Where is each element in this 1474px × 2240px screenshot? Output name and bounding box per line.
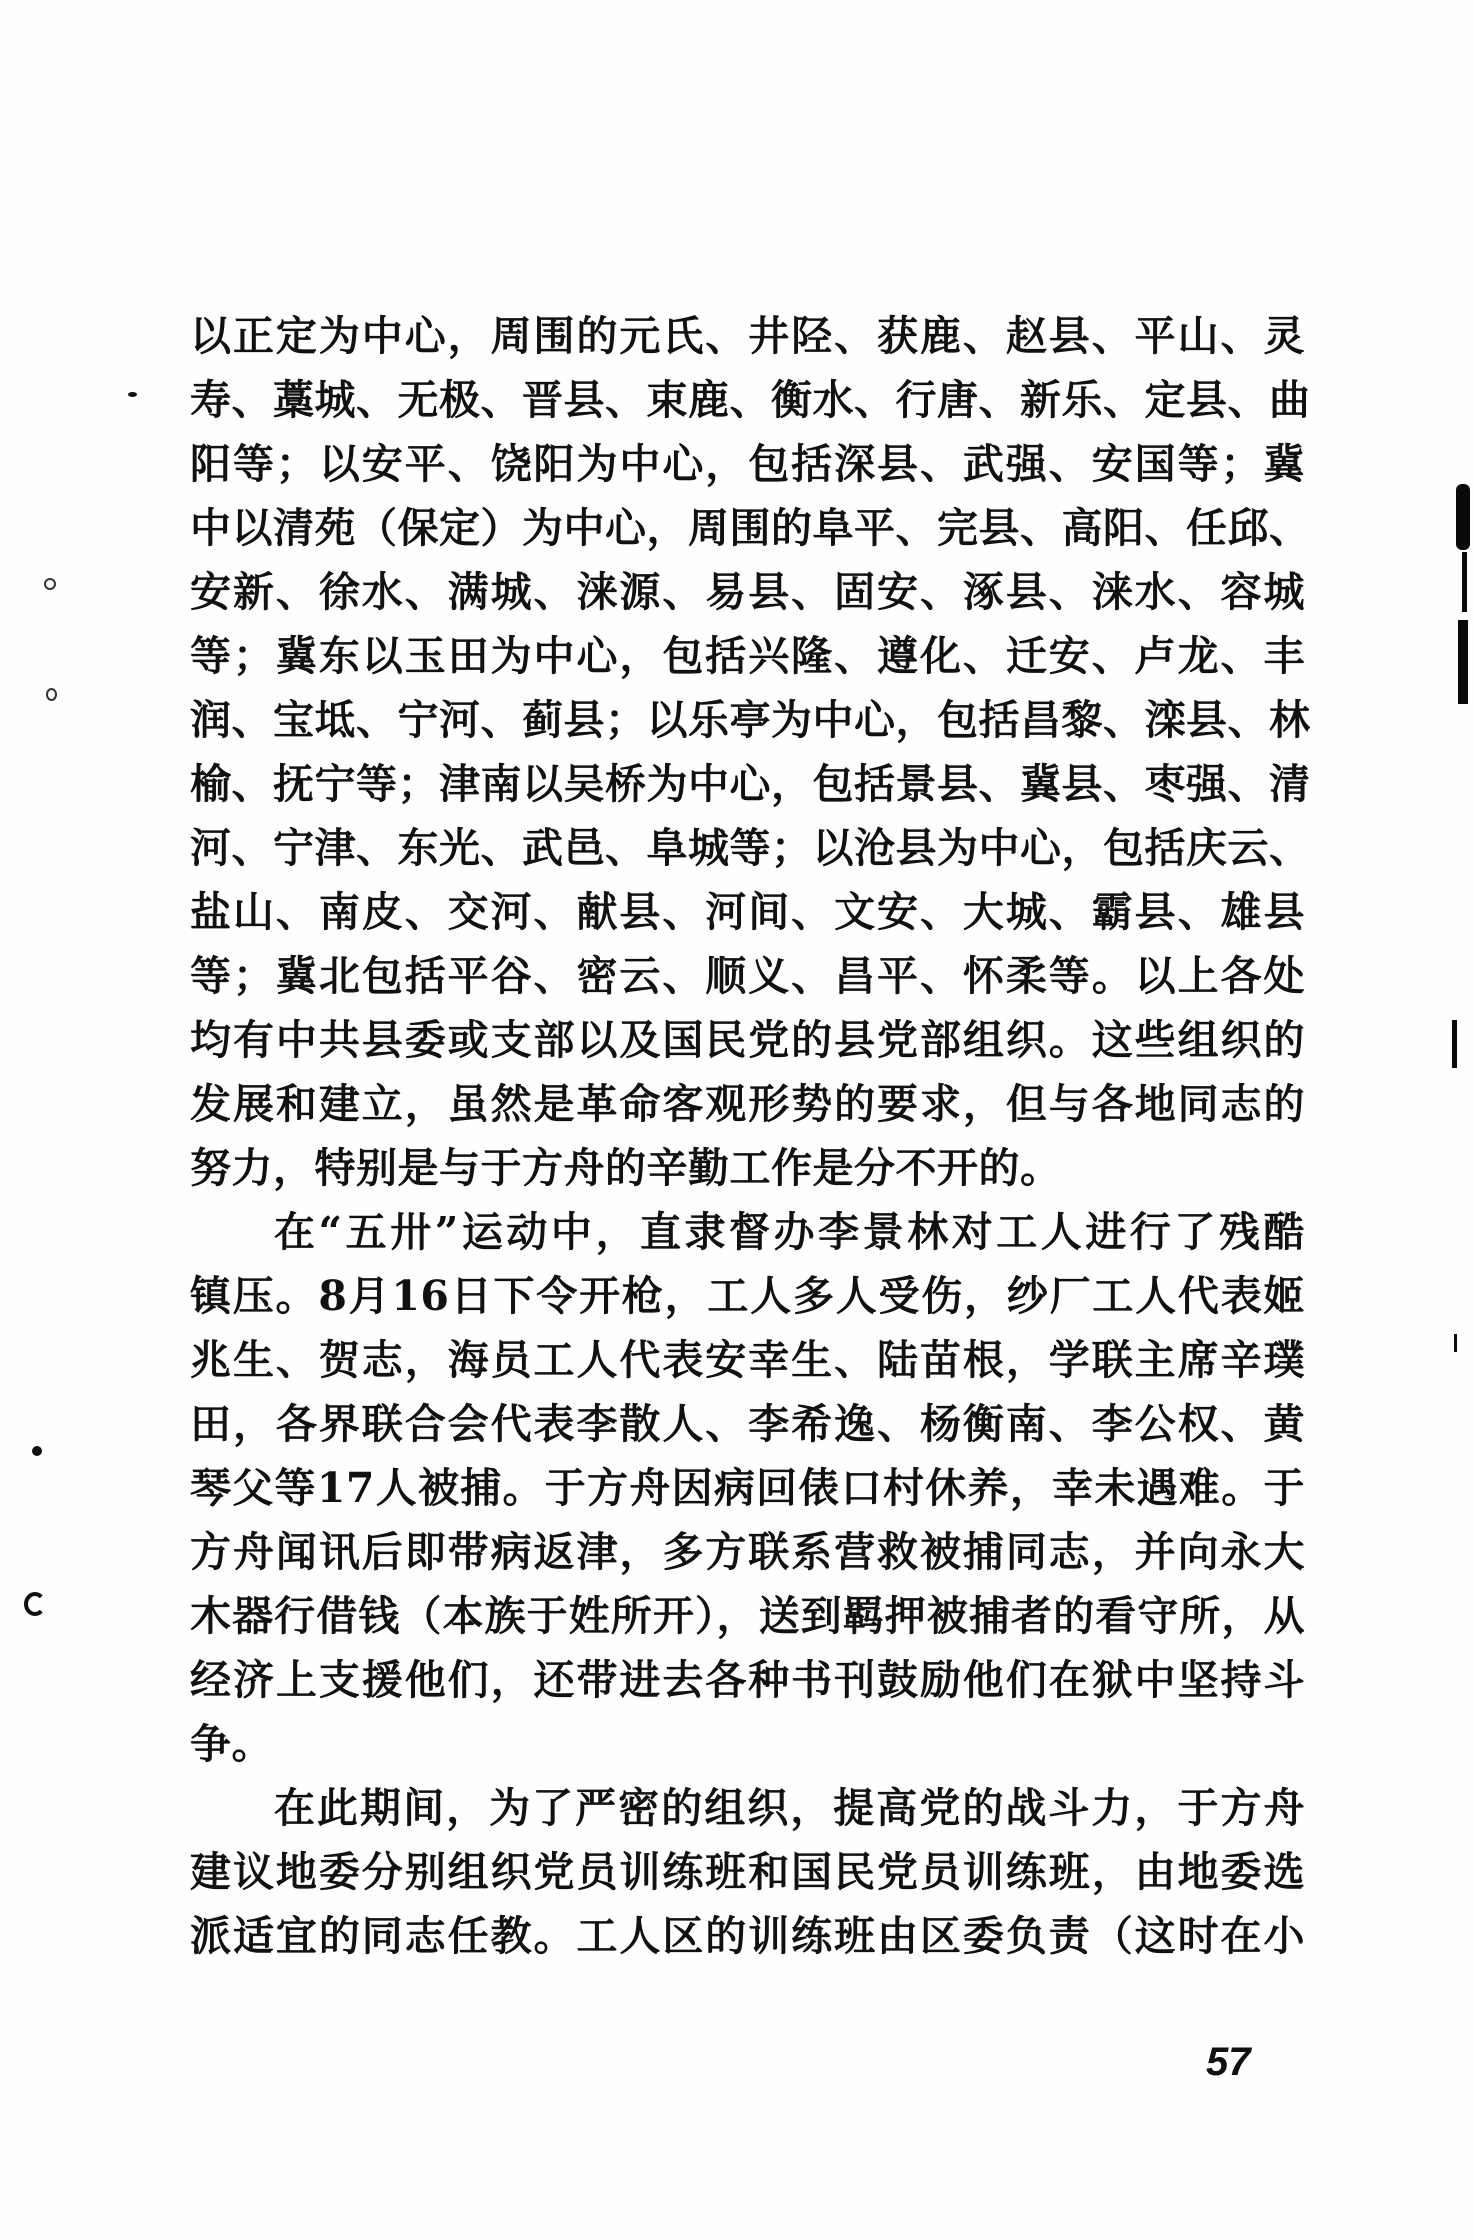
text-line: 木器行借钱（本族于姓所开），送到羁押被捕者的看守所，从 [190, 1592, 1305, 1640]
body-text [190, 304, 1311, 1968]
scan-edge-mark [1454, 1334, 1457, 1352]
text-line: 寿、藁城、无极、晋县、束鹿、衡水、行唐、新乐、定县、曲 [190, 376, 1311, 424]
text-line: 榆、抚宁等；津南以吴桥为中心，包括景县、冀县、枣强、清 [190, 760, 1311, 808]
scan-speck [44, 578, 56, 590]
scan-edge-mark [1456, 484, 1470, 550]
text-line: 安新、徐水、满城、涞源、易县、固安、涿县、涞水、容城 [190, 568, 1305, 616]
text-line: 兆生、贺志，海员工人代表安幸生、陆苗根，学联主席辛璞 [190, 1336, 1305, 1384]
text-line: 以正定为中心，周围的元氏、井陉、获鹿、赵县、平山、灵 [190, 312, 1305, 360]
text-line: 均有中共县委或支部以及国民党的县党部组织。这些组织的 [190, 1016, 1305, 1064]
paragraph-start-line: 在此期间，为了严密的组织，提高党的战斗力，于方舟 [274, 1784, 1305, 1832]
text-line: 琴父等17人被捕。于方舟因病回俵口村休养，幸未遇难。于 [190, 1464, 1305, 1512]
scan-speck [46, 688, 57, 701]
text-line: 镇压。8月16日下令开枪，工人多人受伤，纱厂工人代表姬 [190, 1272, 1305, 1320]
text-line: 努力，特别是与于方舟的辛勤工作是分不开的。 [190, 1144, 1062, 1192]
text-line: 中以清苑（保定）为中心，周围的阜平、完县、高阳、任邱、 [190, 504, 1311, 552]
paragraph-start-line: 在“五卅”运动中，直隶督办李景林对工人进行了残酷 [274, 1208, 1305, 1256]
text-line: 润、宝坻、宁河、蓟县；以乐亭为中心，包括昌黎、滦县、林 [190, 696, 1311, 744]
scan-edge-mark [1458, 620, 1468, 704]
text-line: 经济上支援他们，还带进去各种书刊鼓励他们在狱中坚持斗 [190, 1656, 1305, 1704]
text-line: 建议地委分别组织党员训练班和国民党员训练班，由地委选 [190, 1848, 1305, 1896]
scan-speck [128, 392, 137, 397]
text-line: 等；冀北包括平谷、密云、顺义、昌平、怀柔等。以上各处 [190, 952, 1305, 1000]
text-line: 阳等；以安平、饶阳为中心，包括深县、武强、安国等；冀 [190, 440, 1305, 488]
scan-edge-mark [1462, 552, 1467, 612]
text-line: 派适宜的同志任教。工人区的训练班由区委负责（这时在小 [190, 1912, 1305, 1960]
text-line: 河、宁津、东光、武邑、阜城等；以沧县为中心，包括庆云、 [190, 824, 1311, 872]
text-line: 等；冀东以玉田为中心，包括兴隆、遵化、迁安、卢龙、丰 [190, 632, 1305, 680]
scan-edge-mark [1452, 1020, 1457, 1068]
text-line: 发展和建立，虽然是革命客观形势的要求，但与各地同志的 [190, 1080, 1305, 1128]
scan-speck [32, 1446, 42, 1456]
scan-speck [24, 1592, 46, 1616]
text-line: 争。 [190, 1720, 273, 1768]
text-line: 盐山、南皮、交河、献县、河间、文安、大城、霸县、雄县 [190, 888, 1305, 936]
text-line: 田，各界联合会代表李散人、李希逸、杨衡南、李公权、黄 [190, 1400, 1305, 1448]
page-number: 57 [1206, 2040, 1251, 2084]
text-line: 方舟闻讯后即带病返津，多方联系营救被捕同志，并向永大 [190, 1528, 1305, 1576]
